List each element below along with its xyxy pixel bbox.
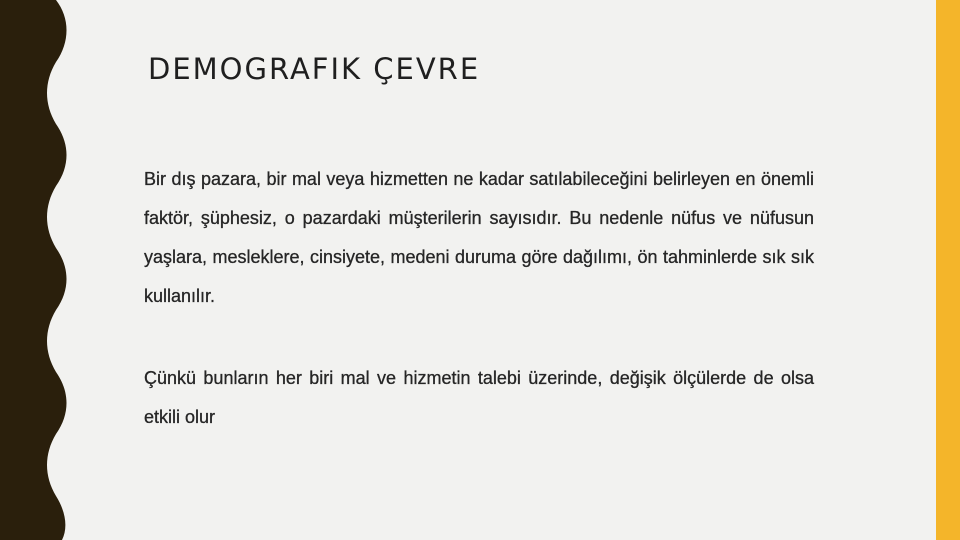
accent-bar-right (936, 0, 960, 540)
slide-title: DEMOGRAFIK ÇEVRE (148, 52, 481, 86)
wavy-left-border (0, 0, 80, 540)
body-paragraph-1: Bir dış pazara, bir mal veya hizmetten ne kadar satılabileceğini belirleyen en önemli faktör, şüphesiz, o pazardaki müşterilerin sayısıdır. Bu nedenle nüfus ve nüfusun yaşlara, mesleklere, cinsiyete, medeni duruma göre dağılımı, ön tahminlerde sık sık kullanılır. (144, 169, 814, 306)
body-paragraph-2: Çünkü bunların her biri mal ve hizmetin talebi üzerinde, değişik ölçülerde de olsa etkili olur (144, 368, 814, 427)
